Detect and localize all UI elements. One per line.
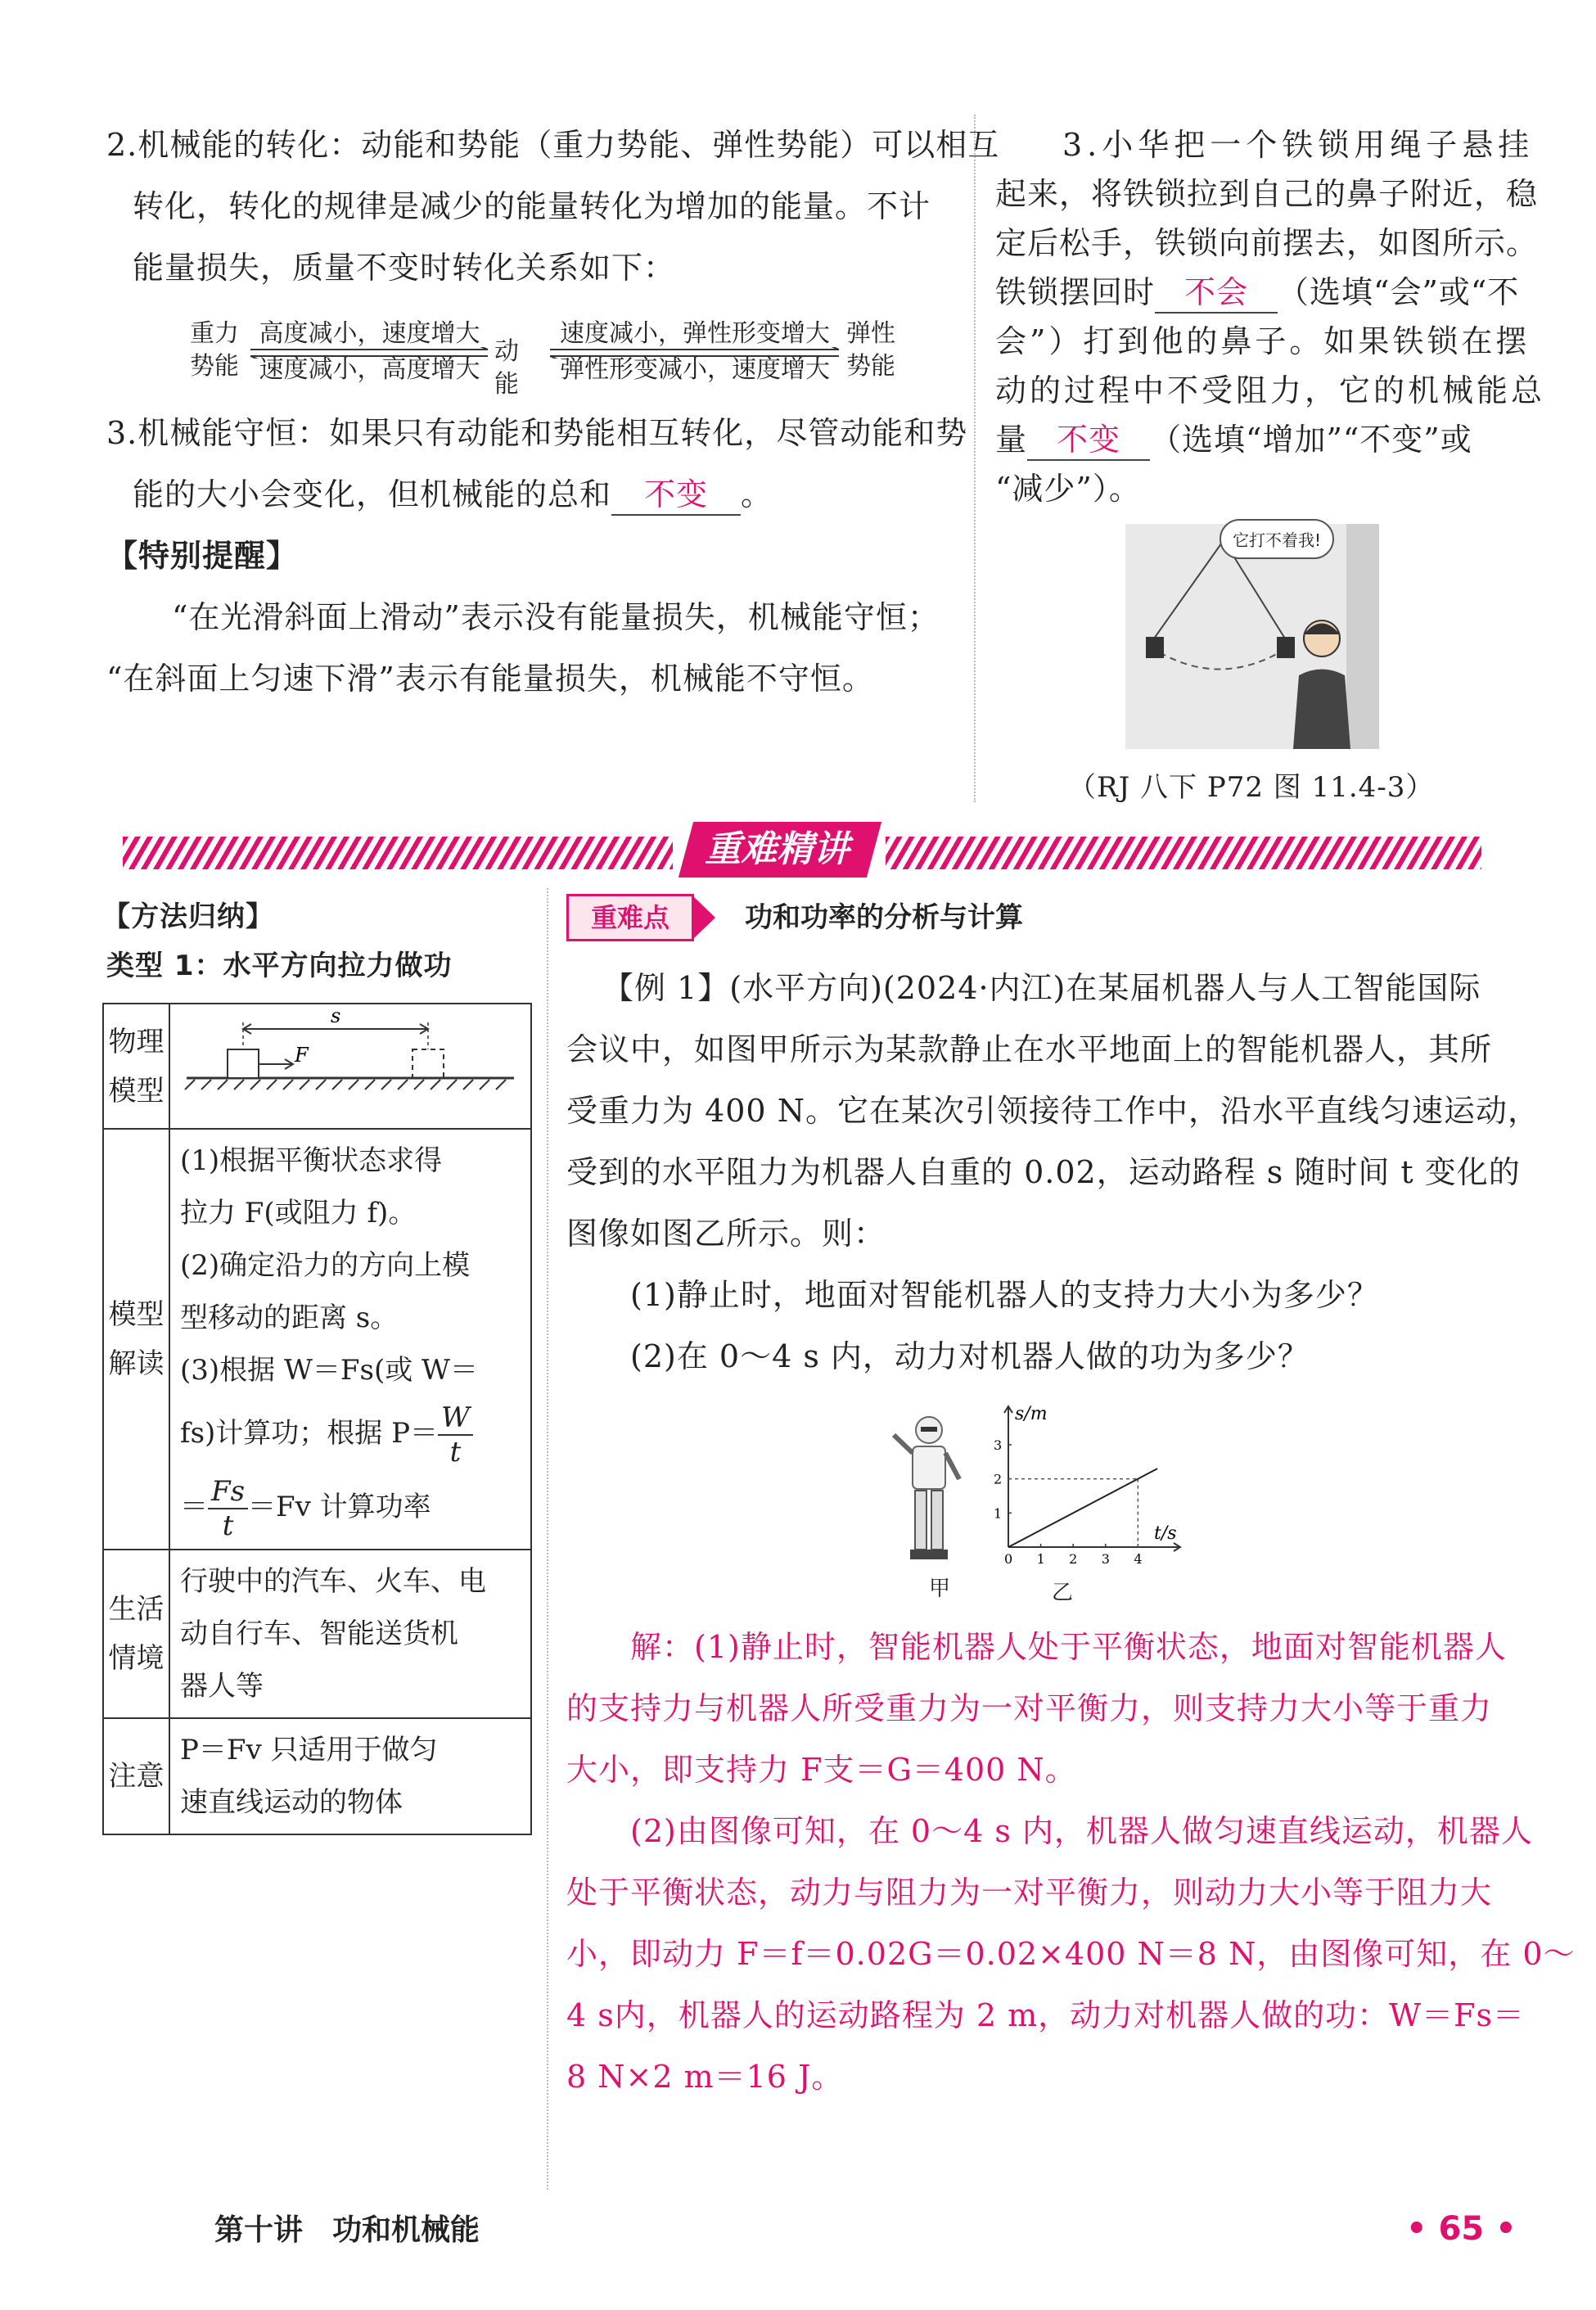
solution-line5: 处于平衡状态，动力与阻力为一对平衡力，则动力大小等于阻力大 — [566, 1875, 1493, 1911]
scenario-line2: 动自行车、智能送货机 — [180, 1617, 458, 1650]
x-axis-label: t/s — [1154, 1523, 1177, 1544]
p2-line3: 能量损失，质量不变时转化关系如下： — [133, 250, 676, 286]
p3-line2-text: 能的大小会变化，但机械能的总和 — [133, 476, 612, 512]
model-diagram-cell — [169, 1004, 531, 1129]
speech-bubble: 它打不着我! — [1220, 519, 1334, 559]
problem-line3: 受重力为 400 N。它在某次引领接待工作中，沿水平直线匀速运动， — [566, 1093, 1540, 1129]
p3-line2-end: 。 — [741, 476, 773, 512]
reading-eq: ＝ — [180, 1491, 208, 1523]
series-line — [1008, 1469, 1157, 1547]
reading-line7-text: ＝Fv 计算功率 — [248, 1491, 431, 1523]
note-cell — [169, 1718, 531, 1834]
problem-line2: 会议中，如图甲所示为某款静止在水平地面上的智能机器人，其所 — [566, 1031, 1493, 1067]
gravity-pe-l2: 势能 — [190, 352, 239, 381]
q3-answer1: 不会 — [1155, 273, 1278, 314]
frac2-numerator: Fs — [208, 1475, 248, 1509]
reminder-title: 【特别提醒】 — [106, 538, 299, 574]
q3-line4-end: （选填“会”或“不 — [1278, 274, 1520, 310]
q3-line3: 定后松手，铁锁向前摆去，如图所示。 — [995, 225, 1539, 261]
life-scenario-cell — [169, 1550, 531, 1718]
solution-line4: (2)由图像可知，在 0～4 s 内，机器人做匀速直线运动，机器人 — [630, 1813, 1533, 1849]
row-note — [103, 1718, 531, 1834]
y-axis-label: s/m — [1015, 1404, 1048, 1424]
head-model-reading: 模型解读 — [103, 1129, 169, 1550]
gravity-pe-l1: 重力 — [190, 319, 239, 348]
solution-line3: 大小，即支持力 F支＝G＝400 N。 — [566, 1752, 1077, 1788]
fraction-fs-over-t — [208, 1475, 248, 1542]
robot-figure — [884, 1412, 974, 1568]
reading-line7 — [180, 1470, 521, 1544]
row-life-scenario — [103, 1550, 531, 1718]
q3-line4-text: 铁锁摆回时 — [995, 274, 1156, 310]
method-title: 【方法归纳】 — [102, 900, 274, 933]
x-tick-label: 0 — [1004, 1551, 1013, 1567]
kinetic-energy-label: 动能 — [494, 337, 519, 399]
x-tick-label: 3 — [1101, 1551, 1110, 1567]
p3-line1: 3.机械能守恒：如果只有动能和势能相互转化，尽管动能和势 — [106, 415, 968, 451]
q3-line6: 动的过程中不受阻力，它的机械能总 — [995, 372, 1546, 408]
row-model-reading — [103, 1129, 531, 1550]
key-point-tag: 重难点 — [566, 894, 694, 941]
diagram-f-label: F — [295, 1044, 309, 1067]
reminder-line1: “在光滑斜面上滑动”表示没有能量损失，机械能守恒； — [172, 599, 940, 635]
q3-line1: 3.小华把一个铁锁用绳子悬挂 — [1062, 127, 1535, 163]
p3-answer: 不变 — [611, 475, 741, 516]
arrow1-bottom-label: 速度减小，高度增大 — [259, 355, 480, 384]
q3-line5: 会”）打到他的鼻子。如果铁锁在摆 — [995, 323, 1531, 359]
row-physical-model — [103, 1004, 531, 1129]
footer-page-number: • 65 • — [1406, 2210, 1517, 2248]
question-1: (1)静止时，地面对智能机器人的支持力大小为多少？ — [630, 1277, 1379, 1313]
reading-line6 — [180, 1396, 521, 1470]
model-diagram — [170, 1004, 530, 1111]
reading-line6-text: fs)计算功；根据 P＝ — [180, 1417, 438, 1450]
column-divider-bottom — [547, 888, 548, 2190]
problem-line4: 受到的水平阻力为机器人自重的 0.02，运动路程 s 随时间 t 变化的 — [566, 1154, 1521, 1190]
y-tick-label: 3 — [994, 1437, 1003, 1453]
arrow1-top-label: 高度减小，速度增大 — [259, 319, 480, 348]
reminder-line2: “在斜面上匀速下滑”表示有能量损失，机械能不守恒。 — [106, 661, 874, 697]
robot-drawing — [884, 1412, 974, 1568]
head-physical-model: 物理模型 — [103, 1004, 169, 1129]
pendulum-illustration — [1125, 524, 1379, 749]
y-tick-label: 2 — [994, 1471, 1003, 1487]
question-2: (2)在 0～4 s 内，动力对机器人做的功为多少？ — [630, 1338, 1310, 1374]
p3-line2 — [133, 464, 773, 526]
solution-line7: 4 s内，机器人的运动路程为 2 m，动力对机器人做的功：W＝Fs＝ — [566, 1997, 1526, 2033]
elastic-pe-l1: 弹性 — [846, 319, 895, 348]
reading-line5: (3)根据 W＝Fs(或 W＝ — [180, 1354, 478, 1387]
frac1-denominator: t — [449, 1436, 462, 1469]
st-chart-svg — [974, 1404, 1195, 1576]
x-tick-label: 2 — [1069, 1551, 1078, 1567]
method-type-title: 类型 1：水平方向拉力做功 — [106, 950, 453, 982]
elastic-pe-l2: 势能 — [846, 352, 895, 381]
q3-line2: 起来，将铁锁拉到自己的鼻子附近，稳 — [995, 176, 1539, 212]
solution-line1: 解：(1)静止时，智能机器人处于平衡状态，地面对智能机器人 — [630, 1629, 1507, 1665]
figure-jia-label: 甲 — [929, 1577, 951, 1601]
frac1-numerator: W — [438, 1401, 473, 1436]
banner-title: 重难精讲 — [679, 822, 881, 878]
diagram-s-label: s — [331, 1004, 341, 1027]
figure-caption: （RJ 八下 P72 图 11.4-3） — [1068, 771, 1435, 804]
footer-chapter: 第十讲 功和机械能 — [214, 2213, 480, 2247]
q3-line7-end: （选填“增加”“不变”或 — [1150, 422, 1472, 458]
q3-answer2: 不变 — [1027, 420, 1150, 461]
fraction-w-over-t — [438, 1401, 473, 1469]
arrow2-bottom-label: 弹性形变减小，速度增大 — [560, 355, 830, 384]
q3-line7-text: 量 — [995, 422, 1028, 458]
method-table — [102, 1003, 532, 1835]
x-tick-label: 1 — [1036, 1551, 1045, 1567]
frac2-denominator: t — [222, 1509, 234, 1542]
scenario-line3: 器人等 — [180, 1670, 264, 1703]
key-point-heading: 功和功率的分析与计算 — [745, 901, 1023, 934]
note-line1: P＝Fv 只适用于做匀 — [180, 1734, 438, 1766]
head-note: 注意 — [103, 1718, 169, 1834]
reading-line2: 拉力 F(或阻力 f)。 — [180, 1197, 417, 1229]
reading-line3: (2)确定沿力的方向上模 — [180, 1249, 471, 1282]
figure-yi-label: 乙 — [1052, 1581, 1074, 1605]
note-line2: 速直线运动的物体 — [180, 1786, 403, 1819]
scenario-line1: 行驶中的汽车、火车、电 — [180, 1565, 486, 1598]
x-tick-label: 4 — [1134, 1551, 1143, 1567]
solution-line2: 的支持力与机器人所受重力为一对平衡力，则支持力大小等于重力 — [566, 1690, 1493, 1726]
head-life-scenario: 生活情境 — [103, 1550, 169, 1718]
tag-arrow-icon — [694, 894, 719, 941]
model-reading-cell — [169, 1129, 531, 1550]
problem-line1: 【例 1】(水平方向)(2024·内江)在某届机器人与人工智能国际 — [602, 970, 1481, 1006]
y-tick-label: 1 — [994, 1505, 1003, 1522]
p2-line2: 转化，转化的规律是减少的能量转化为增加的能量。不计 — [133, 188, 931, 224]
q3-line8: “减少”）。 — [995, 471, 1141, 507]
column-divider-top — [974, 115, 976, 802]
p2-line1: 2.机械能的转化：动能和势能（重力势能、弹性势能）可以相互 — [106, 127, 1000, 163]
st-chart — [974, 1404, 1195, 1576]
solution-line8: 8 N×2 m＝16 J。 — [566, 2059, 844, 2095]
arrow2-top-label: 速度减小，弹性形变增大 — [560, 319, 830, 348]
reading-line4: 型移动的距离 s。 — [180, 1302, 399, 1334]
solution-line6: 小，即动力 F＝f＝0.02G＝0.02×400 N＝8 N，由图像可知，在 0～ — [566, 1936, 1576, 1972]
problem-line5: 图像如图乙所示。则： — [566, 1216, 886, 1252]
reading-line1: (1)根据平衡状态求得 — [180, 1144, 443, 1177]
